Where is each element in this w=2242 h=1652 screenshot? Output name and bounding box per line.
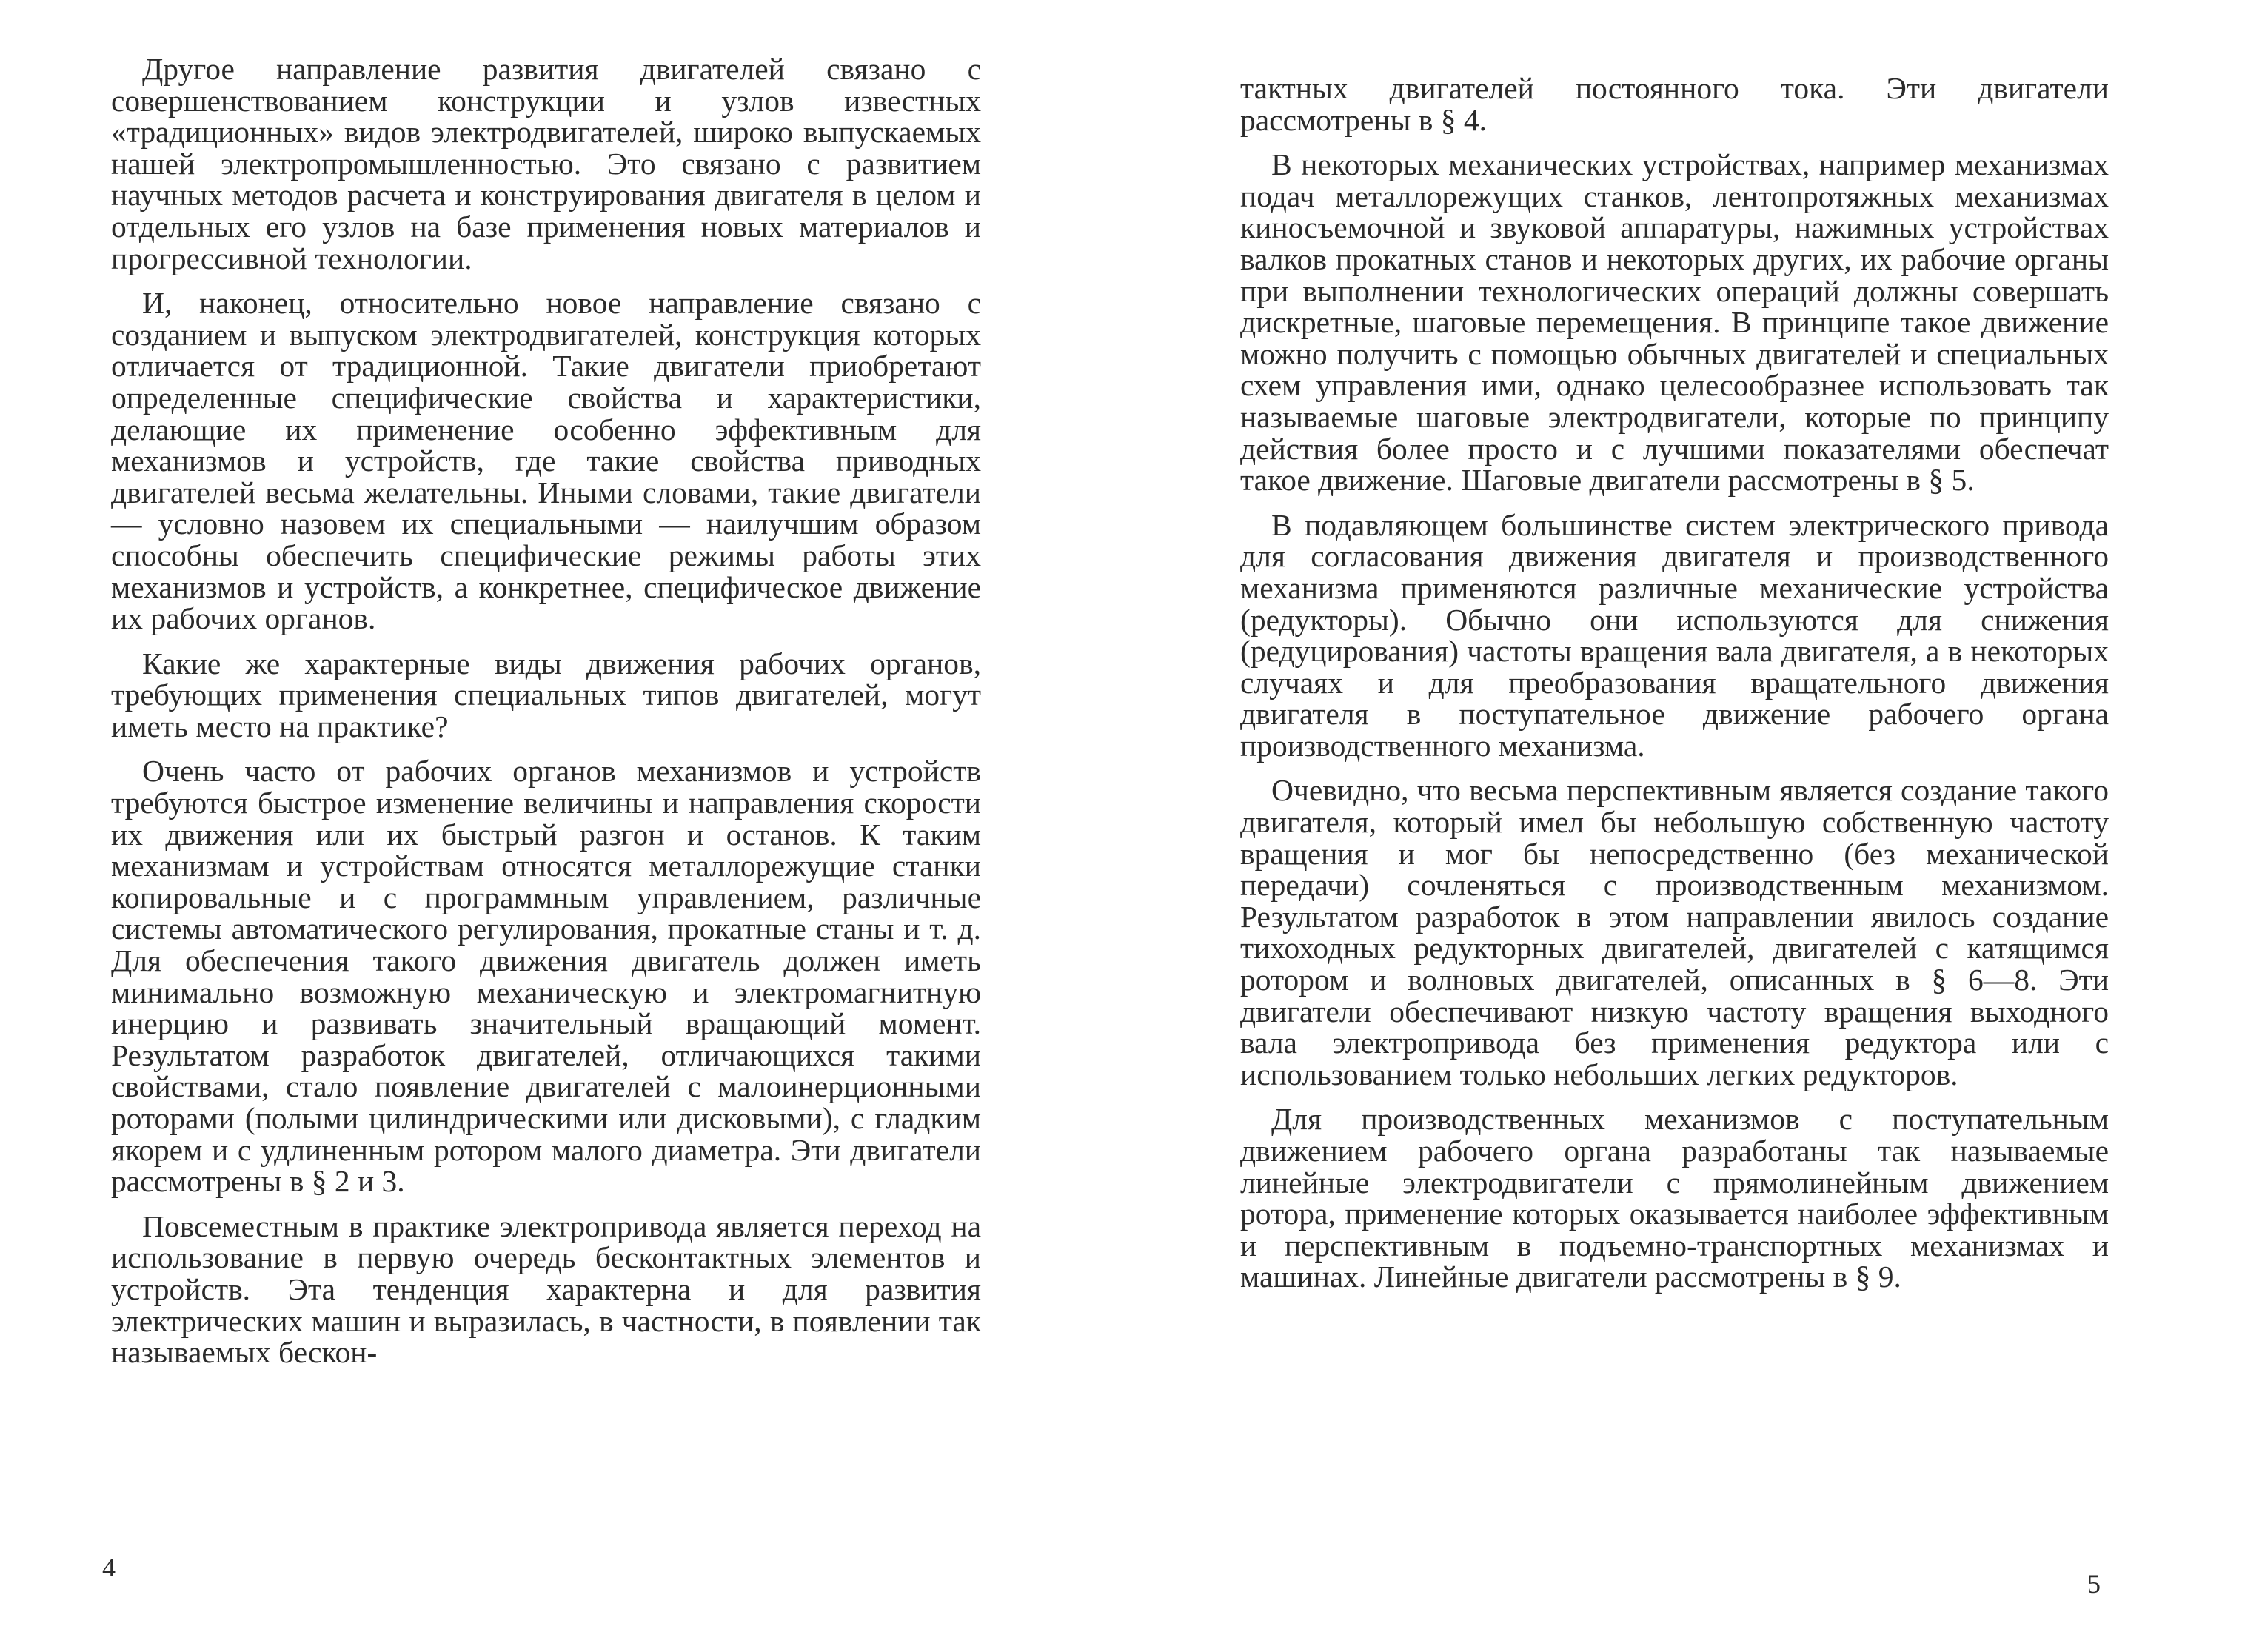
right-page: [1121, 0, 2242, 1652]
paragraph: Повсеместным в практике электропривода является переход на использование в первую очередь бесконтактных элементов и устройств. Эта тенденция характерна и для развития электрических машин и выразилась, в частности, в появлении так называемых бескон-: [111, 1208, 981, 1370]
paragraph: Другое направление развития двигателей связано с совершенствованием конструкции и узлов известных «традиционных» видов электродвигателей, широко выпускаемых нашей электропромышленностью. Это связано с развитием научных методов расчета и конструирования двигателя в целом и отдельных его узлов на базе применения новых материалов и прогрессивной технологии.: [111, 52, 981, 275]
paragraph: Для производственных механизмов с поступательным движением рабочего органа разработаны так называемые линейные электродвигатели с прямолинейным движением ротора, применение которых оказывается наиболее эффективным и перспективным в подъемно-транспортных механизмах и машинах. Линейные двигатели рассмотрены в § 9.: [1240, 1102, 2109, 1294]
left-page-text: [111, 53, 981, 1368]
paragraph: В некоторых механических устройствах, например механизмах подач металлорежущих станков, лентопротяжных механизмах киносъемочной и звуковой аппаратуры, нажимных устройствах валков прокатных станов и некоторых других, их рабочие органы при выполнении технологических операций должны совершать дискретные, шаговые перемещения. В принципе такое движение можно получить с помощью обычных двигателей и специальных схем управления ими, однако целесообразнее использовать так называемые шаговые электродвигатели, которые по принципу действия более просто и с лучшими показателями обеспечат такое движение. Шаговые двигатели рассмотрены в § 5.: [1240, 147, 2109, 498]
paragraph: Очень часто от рабочих органов механизмов и устройств требуются быстрое изменение величины и направления скорости их движения или их быстрый разгон и останов. К таким механизмам и устройствам относятся металлорежущие станки копировальные и с программным управлением, различные системы автоматического регулирования, прокатные станы и т. д. Для обеспечения такого движения двигатель должен иметь минимально возможную механическую и электромагнитную инерцию и развивать значительный вращающий момент. Результатом разработок двигателей, отличающихся такими свойствами, стало появление двигателей с малоинерционными роторами (полыми цилиндрическими или дисковыми), с гладким якорем и с удлиненным ротором малого диаметра. Эти двигатели рассмотрены в § 2 и 3.: [111, 754, 981, 1199]
paragraph: тактных двигателей постоянного тока. Эти двигатели рассмотрены в § 4.: [1240, 71, 2109, 137]
page-number: 5: [2087, 1569, 2101, 1599]
page-number: 4: [102, 1553, 116, 1582]
paragraph: Очевидно, что весьма перспективным является создание такого двигателя, который имел бы небольшую собственную частоту вращения и мог бы непосредственно (без механической передачи) сочленяться с производственным механизмом. Результатом разработок в этом направлении явилось создание тихоходных редукторных двигателей, двигателей с катящимся ротором и волновых двигателей, описанных в § 6—8. Эти двигатели обеспечивают низкую частоту вращения выходного вала электропривода без применения редуктора или с использованием только небольших легких редукторов.: [1240, 773, 2109, 1091]
paragraph: Какие же характерные виды движения рабочих органов, требующих применения специальных типов двигателей, могут иметь место на практике?: [111, 646, 981, 743]
paragraph: В подавляющем большинстве систем электрического привода для согласования движения двигателя и производственного механизма применяются различные механические устройства (редукторы). Обычно они используются для снижения (редуцирования) частоты вращения вала двигателя, а в некоторых случаях и для преобразования вращательного движения двигателя в поступательное движение рабочего органа производственного механизма.: [1240, 507, 2109, 763]
right-page-text: [1240, 73, 2109, 1293]
paragraph: И, наконец, относительно новое направление связано с созданием и выпуском электродвигателей, конструкция которых отличается от традиционной. Такие двигатели приобретают определенные специфические свойства и характеристики, делающие их применение особенно эффективным для механизмов и устройств, где такие свойства приводных двигателей весьма желательны. Иными словами, такие двигатели — условно назовем их специальными — наилучшим образом способны обеспечить специфические режимы работы этих механизмов и устройств, а конкретнее, специфическое движение их рабочих органов.: [111, 286, 981, 636]
